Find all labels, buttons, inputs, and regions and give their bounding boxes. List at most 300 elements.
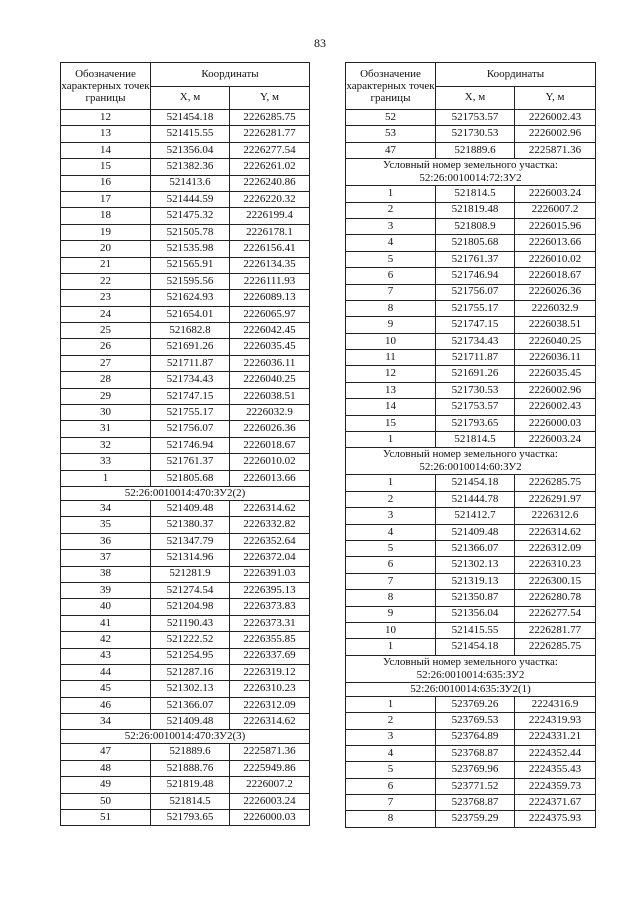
- x-coordinate: 521319.13: [436, 573, 515, 589]
- section-title: Условный номер земельного участка: 52:26:0010014:60:ЗУ2: [346, 448, 596, 475]
- point-number: 11: [346, 350, 436, 366]
- point-number: 46: [61, 697, 151, 713]
- table-row: [61, 142, 310, 158]
- x-coordinate: 521730.53: [436, 382, 515, 398]
- table-row: [346, 268, 596, 284]
- table-row: [61, 323, 310, 339]
- table-row: [346, 350, 596, 366]
- x-coordinate: 521222.52: [151, 632, 230, 648]
- y-coordinate: 2226002.43: [515, 110, 596, 126]
- x-coordinate: 521888.76: [151, 760, 230, 776]
- x-coordinate: 521274.54: [151, 582, 230, 598]
- section-header-row: [346, 655, 596, 682]
- table-row: [61, 760, 310, 776]
- y-coordinate: 2226036.11: [515, 350, 596, 366]
- x-coordinate: 523759.29: [436, 811, 515, 827]
- y-column-header: Y, м: [230, 87, 310, 110]
- table-row: [61, 437, 310, 453]
- table-row: [61, 126, 310, 142]
- y-coordinate: 2226134.35: [230, 257, 310, 273]
- y-coordinate: 2224375.93: [515, 811, 596, 827]
- point-number: 3: [346, 508, 436, 524]
- point-number: 52: [346, 110, 436, 126]
- point-number: 1: [346, 186, 436, 202]
- x-coordinate: 521711.87: [436, 350, 515, 366]
- x-coordinate: 521281.9: [151, 566, 230, 582]
- y-coordinate: 2226372.04: [230, 550, 310, 566]
- table-row: [346, 202, 596, 218]
- point-number: 34: [61, 714, 151, 730]
- point-number: 9: [346, 606, 436, 622]
- point-number: 34: [61, 500, 151, 516]
- x-coordinate: 521444.78: [436, 491, 515, 507]
- y-coordinate: 2226178.1: [230, 224, 310, 240]
- point-number: 15: [61, 159, 151, 175]
- x-coordinate: 521691.26: [151, 339, 230, 355]
- point-number: 13: [61, 126, 151, 142]
- table-row: [346, 606, 596, 622]
- x-coordinate: 521730.53: [436, 126, 515, 142]
- x-coordinate: 521366.07: [436, 540, 515, 556]
- table-row: [346, 284, 596, 300]
- y-coordinate: 2226240.86: [230, 175, 310, 191]
- table-row: [61, 110, 310, 126]
- y-coordinate: 2226220.32: [230, 191, 310, 207]
- x-coordinate: 521753.57: [436, 110, 515, 126]
- x-coordinate: 521814.5: [436, 186, 515, 202]
- point-number: 30: [61, 405, 151, 421]
- point-number: 14: [61, 142, 151, 158]
- point-number: 31: [61, 421, 151, 437]
- table-row: [61, 744, 310, 760]
- x-coordinate: 521314.96: [151, 550, 230, 566]
- table-row: [346, 251, 596, 267]
- x-coordinate: 521287.16: [151, 664, 230, 680]
- y-coordinate: 2226000.03: [515, 415, 596, 431]
- point-number: 29: [61, 388, 151, 404]
- x-coordinate: 521254.95: [151, 648, 230, 664]
- point-number: 5: [346, 251, 436, 267]
- point-number: 20: [61, 241, 151, 257]
- point-number: 42: [61, 632, 151, 648]
- y-coordinate: 2226035.45: [515, 366, 596, 382]
- point-number: 2: [346, 491, 436, 507]
- table-row: [346, 235, 596, 251]
- y-coordinate: 2226002.43: [515, 399, 596, 415]
- x-coordinate: 521746.94: [436, 268, 515, 284]
- coordinates-table-left: [60, 62, 310, 826]
- y-coordinate: 2226291.97: [515, 491, 596, 507]
- point-number: 37: [61, 550, 151, 566]
- point-number: 38: [61, 566, 151, 582]
- x-coordinate: 521415.55: [436, 622, 515, 638]
- table-row: [61, 208, 310, 224]
- table-row: [61, 306, 310, 322]
- point-number: 12: [346, 366, 436, 382]
- point-number: 24: [61, 306, 151, 322]
- table-row: [346, 745, 596, 761]
- y-coordinate: 2224319.93: [515, 713, 596, 729]
- y-coordinate: 2226026.36: [230, 421, 310, 437]
- table-row: [61, 355, 310, 371]
- y-coordinate: 2226111.93: [230, 273, 310, 289]
- y-coordinate: 2226312.6: [515, 508, 596, 524]
- table-row: [61, 648, 310, 664]
- table-row: [346, 333, 596, 349]
- table-row: [61, 777, 310, 793]
- point-number: 40: [61, 599, 151, 615]
- x-coordinate: 521624.93: [151, 290, 230, 306]
- coordinates-column-header: Координаты: [436, 63, 596, 87]
- point-number: 27: [61, 355, 151, 371]
- y-coordinate: 2226285.75: [230, 110, 310, 126]
- x-coordinate: 521565.91: [151, 257, 230, 273]
- table-row: [61, 810, 310, 826]
- point-number: 5: [346, 540, 436, 556]
- coordinates-column-header: Координаты: [151, 63, 310, 87]
- x-coordinate: 521409.48: [151, 500, 230, 516]
- x-coordinate: 521190.43: [151, 615, 230, 631]
- table-row: [346, 524, 596, 540]
- point-number: 44: [61, 664, 151, 680]
- y-coordinate: 2226352.64: [230, 533, 310, 549]
- table-row: [346, 382, 596, 398]
- table-row: [61, 714, 310, 730]
- y-coordinate: 2226035.45: [230, 339, 310, 355]
- table-row: [346, 622, 596, 638]
- point-number: 9: [346, 317, 436, 333]
- table-row: [346, 218, 596, 234]
- table-row: [346, 186, 596, 202]
- x-coordinate: 521356.04: [436, 606, 515, 622]
- table-row: [346, 557, 596, 573]
- x-column-header: X, м: [436, 87, 515, 110]
- point-number: 8: [346, 300, 436, 316]
- x-coordinate: 521654.01: [151, 306, 230, 322]
- y-coordinate: 2226314.62: [515, 524, 596, 540]
- y-coordinate: 2226000.03: [230, 810, 310, 826]
- x-coordinate: 521761.37: [151, 454, 230, 470]
- point-number: 6: [346, 778, 436, 794]
- table-row: [61, 500, 310, 516]
- y-coordinate: 2226007.2: [230, 777, 310, 793]
- y-coordinate: 2226277.54: [230, 142, 310, 158]
- y-coordinate: 2224352.44: [515, 745, 596, 761]
- x-coordinate: 521505.78: [151, 224, 230, 240]
- y-coordinate: 2226015.96: [515, 218, 596, 234]
- y-coordinate: 2226261.02: [230, 159, 310, 175]
- point-number: 2: [346, 202, 436, 218]
- point-number: 50: [61, 793, 151, 809]
- point-number: 3: [346, 729, 436, 745]
- point-number: 1: [346, 639, 436, 655]
- y-coordinate: 2226032.9: [515, 300, 596, 316]
- table-row: [61, 241, 310, 257]
- point-number: 1: [346, 696, 436, 712]
- point-number: 1: [61, 470, 151, 486]
- y-coordinate: 2226319.12: [230, 664, 310, 680]
- y-coordinate: 2226314.62: [230, 500, 310, 516]
- y-coordinate: 2226199.4: [230, 208, 310, 224]
- point-number: 14: [346, 399, 436, 415]
- point-number: 4: [346, 745, 436, 761]
- x-coordinate: 521819.48: [436, 202, 515, 218]
- y-coordinate: 2226156.41: [230, 241, 310, 257]
- section-title: 52:26:0010014:470:ЗУ2(2): [61, 486, 310, 500]
- point-number: 8: [346, 811, 436, 827]
- table-row: [346, 713, 596, 729]
- table-row: [346, 126, 596, 142]
- y-coordinate: 2226285.75: [515, 475, 596, 491]
- y-coordinate: 2226314.62: [230, 714, 310, 730]
- point-number: 18: [61, 208, 151, 224]
- y-coordinate: 2226280.78: [515, 590, 596, 606]
- x-coordinate: 521454.18: [436, 639, 515, 655]
- x-coordinate: 523764.89: [436, 729, 515, 745]
- y-coordinate: 2226007.2: [515, 202, 596, 218]
- y-coordinate: 2226373.83: [230, 599, 310, 615]
- point-number: 51: [61, 810, 151, 826]
- point-number: 7: [346, 284, 436, 300]
- table-row: [61, 273, 310, 289]
- point-number: 45: [61, 681, 151, 697]
- y-coordinate: 2224371.67: [515, 795, 596, 811]
- table-row: [346, 729, 596, 745]
- x-column-header: X, м: [151, 87, 230, 110]
- y-coordinate: 2226013.66: [230, 470, 310, 486]
- x-coordinate: 521756.07: [151, 421, 230, 437]
- x-coordinate: 521454.18: [151, 110, 230, 126]
- table-row: [61, 550, 310, 566]
- x-coordinate: 521734.43: [436, 333, 515, 349]
- table-row: [346, 491, 596, 507]
- point-number: 35: [61, 517, 151, 533]
- coordinates-table-right: [345, 62, 596, 828]
- section-title: 52:26:0010014:635:ЗУ2(1): [346, 682, 596, 696]
- table-row: [346, 795, 596, 811]
- x-coordinate: 521889.6: [151, 744, 230, 760]
- point-number: 47: [61, 744, 151, 760]
- x-coordinate: 521755.17: [151, 405, 230, 421]
- table-row: [346, 778, 596, 794]
- y-coordinate: 2225871.36: [515, 142, 596, 158]
- x-coordinate: 523768.87: [436, 745, 515, 761]
- point-number: 28: [61, 372, 151, 388]
- point-number: 8: [346, 590, 436, 606]
- x-coordinate: 521793.65: [436, 415, 515, 431]
- x-coordinate: 521475.32: [151, 208, 230, 224]
- x-coordinate: 521755.17: [436, 300, 515, 316]
- y-coordinate: 2226036.11: [230, 355, 310, 371]
- y-coordinate: 2226003.24: [515, 186, 596, 202]
- point-number: 47: [346, 142, 436, 158]
- y-coordinate: 2226018.67: [515, 268, 596, 284]
- point-number: 7: [346, 795, 436, 811]
- point-number: 10: [346, 333, 436, 349]
- y-coordinate: 2226281.77: [515, 622, 596, 638]
- y-coordinate: 2226391.03: [230, 566, 310, 582]
- x-coordinate: 521747.15: [436, 317, 515, 333]
- table-row: [61, 793, 310, 809]
- section-title: Условный номер земельного участка: 52:26:0010014:72:ЗУ2: [346, 159, 596, 186]
- left-table-body: [61, 110, 310, 826]
- y-coordinate: 2224359.73: [515, 778, 596, 794]
- x-coordinate: 521814.5: [151, 793, 230, 809]
- table-row: [61, 599, 310, 615]
- point-column-header: Обозначение характерных точек границы: [61, 63, 151, 110]
- y-coordinate: 2226002.96: [515, 382, 596, 398]
- x-coordinate: 521204.98: [151, 599, 230, 615]
- y-coordinate: 2226013.66: [515, 235, 596, 251]
- point-number: 1: [346, 475, 436, 491]
- point-number: 13: [346, 382, 436, 398]
- x-coordinate: 523769.26: [436, 696, 515, 712]
- x-coordinate: 521380.37: [151, 517, 230, 533]
- table-row: [61, 566, 310, 582]
- table-row: [346, 475, 596, 491]
- x-coordinate: 523769.96: [436, 762, 515, 778]
- section-title: 52:26:0010014:470:ЗУ2(3): [61, 730, 310, 744]
- x-coordinate: 521805.68: [436, 235, 515, 251]
- point-number: 48: [61, 760, 151, 776]
- point-number: 15: [346, 415, 436, 431]
- point-number: 6: [346, 557, 436, 573]
- table-row: [61, 664, 310, 680]
- x-coordinate: 521734.43: [151, 372, 230, 388]
- point-number: 26: [61, 339, 151, 355]
- table-row: [61, 257, 310, 273]
- table-row: [346, 110, 596, 126]
- y-coordinate: 2226300.15: [515, 573, 596, 589]
- point-number: 16: [61, 175, 151, 191]
- table-row: [346, 590, 596, 606]
- y-coordinate: 2226038.51: [515, 317, 596, 333]
- y-coordinate: 2224355.43: [515, 762, 596, 778]
- x-coordinate: 521756.07: [436, 284, 515, 300]
- point-number: 10: [346, 622, 436, 638]
- x-coordinate: 521347.79: [151, 533, 230, 549]
- y-coordinate: 2226010.02: [230, 454, 310, 470]
- table-row: [61, 175, 310, 191]
- table-row: [346, 573, 596, 589]
- table-row: [61, 224, 310, 240]
- right-table-body: [346, 110, 596, 828]
- x-coordinate: 521454.18: [436, 475, 515, 491]
- table-row: [346, 399, 596, 415]
- table-row: [346, 366, 596, 382]
- y-coordinate: 2226373.31: [230, 615, 310, 631]
- section-header-row: [346, 448, 596, 475]
- x-coordinate: 521747.15: [151, 388, 230, 404]
- table-row: [346, 300, 596, 316]
- y-coordinate: 2226003.24: [515, 432, 596, 448]
- y-coordinate: 2226310.23: [230, 681, 310, 697]
- y-coordinate: 2226010.02: [515, 251, 596, 267]
- y-coordinate: 2225871.36: [230, 744, 310, 760]
- y-coordinate: 2226332.82: [230, 517, 310, 533]
- y-coordinate: 2226277.54: [515, 606, 596, 622]
- point-number: 53: [346, 126, 436, 142]
- table-row: [346, 317, 596, 333]
- y-coordinate: 2226285.75: [515, 639, 596, 655]
- table-row: [61, 191, 310, 207]
- table-row: [346, 142, 596, 158]
- point-number: 32: [61, 437, 151, 453]
- x-coordinate: 521691.26: [436, 366, 515, 382]
- x-coordinate: 521444.59: [151, 191, 230, 207]
- table-row: [61, 615, 310, 631]
- point-number: 4: [346, 524, 436, 540]
- x-coordinate: 521413.6: [151, 175, 230, 191]
- x-coordinate: 523768.87: [436, 795, 515, 811]
- x-coordinate: 523771.52: [436, 778, 515, 794]
- table-row: [61, 372, 310, 388]
- x-coordinate: 521819.48: [151, 777, 230, 793]
- point-number: 21: [61, 257, 151, 273]
- page-number: 83: [314, 36, 326, 50]
- x-coordinate: 521415.55: [151, 126, 230, 142]
- y-coordinate: 2226032.9: [230, 405, 310, 421]
- table-row: [346, 415, 596, 431]
- x-coordinate: 521793.65: [151, 810, 230, 826]
- x-coordinate: 521711.87: [151, 355, 230, 371]
- point-number: 39: [61, 582, 151, 598]
- point-number: 3: [346, 218, 436, 234]
- x-coordinate: 521409.48: [151, 714, 230, 730]
- point-column-header: Обозначение характерных точек границы: [346, 63, 436, 110]
- table-row: [61, 405, 310, 421]
- section-title: Условный номер земельного участка: 52:26:0010014:635:ЗУ2: [346, 655, 596, 682]
- y-coordinate: 2226281.77: [230, 126, 310, 142]
- x-coordinate: 521302.13: [151, 681, 230, 697]
- point-number: 49: [61, 777, 151, 793]
- point-number: 23: [61, 290, 151, 306]
- x-coordinate: 521412.7: [436, 508, 515, 524]
- x-coordinate: 521753.57: [436, 399, 515, 415]
- y-coordinate: 2226312.09: [230, 697, 310, 713]
- x-coordinate: 521889.6: [436, 142, 515, 158]
- point-number: 36: [61, 533, 151, 549]
- point-number: 22: [61, 273, 151, 289]
- y-coordinate: 2226040.25: [230, 372, 310, 388]
- x-coordinate: 521746.94: [151, 437, 230, 453]
- y-coordinate: 2226026.36: [515, 284, 596, 300]
- table-row: [61, 582, 310, 598]
- x-coordinate: 521350.87: [436, 590, 515, 606]
- section-header-row: [61, 486, 310, 500]
- y-coordinate: 2226337.69: [230, 648, 310, 664]
- point-number: 41: [61, 615, 151, 631]
- table-row: [61, 632, 310, 648]
- x-coordinate: 521366.07: [151, 697, 230, 713]
- point-number: 25: [61, 323, 151, 339]
- x-coordinate: 521382.36: [151, 159, 230, 175]
- y-coordinate: 2226042.45: [230, 323, 310, 339]
- point-number: 19: [61, 224, 151, 240]
- y-coordinate: 2225949.86: [230, 760, 310, 776]
- section-header-row: [346, 682, 596, 696]
- y-coordinate: 2226002.96: [515, 126, 596, 142]
- table-row: [346, 811, 596, 827]
- point-number: 17: [61, 191, 151, 207]
- x-coordinate: 521814.5: [436, 432, 515, 448]
- table-row: [346, 432, 596, 448]
- point-number: 2: [346, 713, 436, 729]
- y-coordinate: 2226310.23: [515, 557, 596, 573]
- y-column-header: Y, м: [515, 87, 596, 110]
- table-row: [61, 470, 310, 486]
- point-number: 6: [346, 268, 436, 284]
